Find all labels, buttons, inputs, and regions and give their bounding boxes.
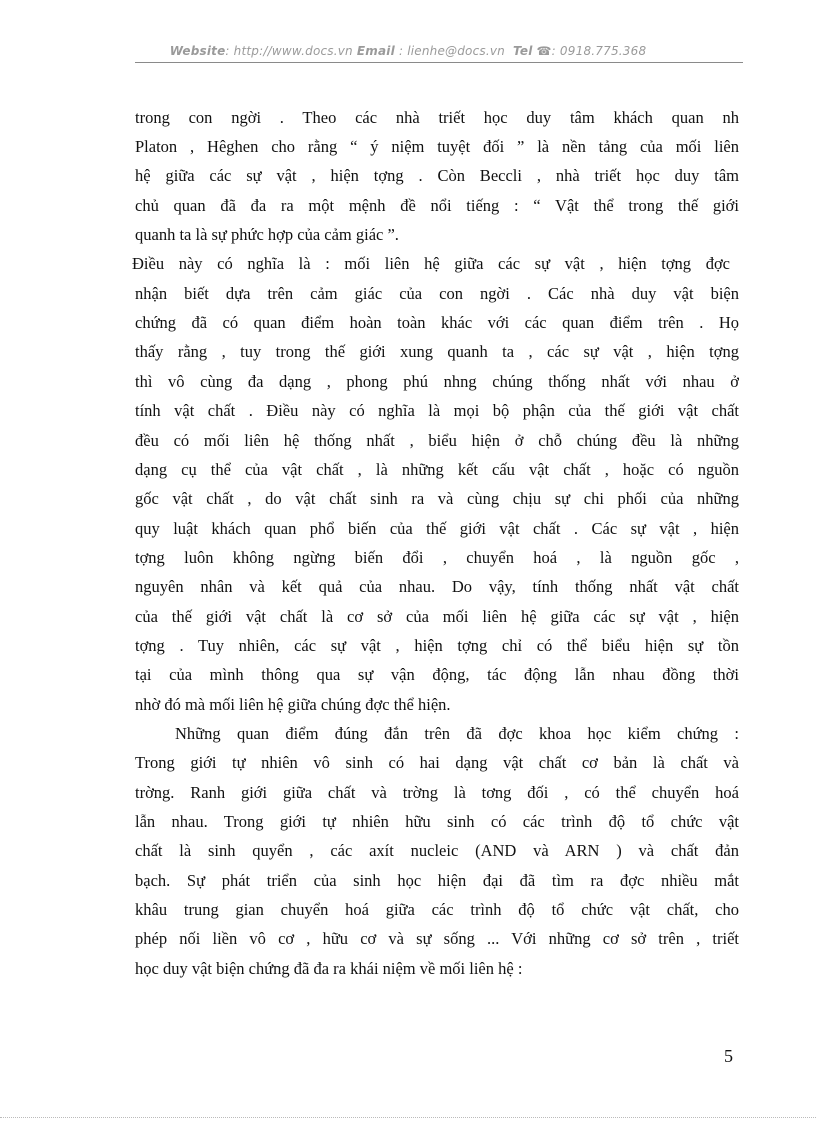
text-line: thấy rằng , tuy trong thế giới xung quanh ta , các sự vật , hiện tợng: [135, 342, 739, 361]
text-line: quanh ta là sự phức hợp của cảm giác ”.: [135, 225, 399, 244]
tel-value: ☎: 0918.775.368: [536, 44, 647, 58]
text-line: thì vô cùng đa dạng , phong phú nhng chúng thống nhất với nhau ở: [135, 372, 739, 391]
text-line: dạng cụ thể của vật chất , là những kết cấu vật chất , hoặc có nguồn: [135, 460, 739, 479]
email-label: Email: [356, 44, 395, 58]
text-line: trờng. Ranh giới giữa chất và trờng là tơng đối , có thể chuyển hoá: [135, 783, 739, 802]
website-label: Website: [169, 44, 226, 58]
text-line: nhờ đó mà mối liên hệ giữa chúng đợc thể hiện.: [135, 695, 451, 714]
text-line: chủ quan đã đa ra một mệnh đề nổi tiếng : “ Vật thể trong thế giới: [135, 196, 739, 215]
text-line: đều có mối liên hệ thống nhất , biểu hiện ở chỗ chúng đều là những: [135, 431, 739, 450]
text-line: hệ giữa các sự vật , hiện tợng . Còn Beccli , nhà triết học duy tâm: [135, 166, 739, 185]
page-header: [0, 44, 816, 58]
header-divider: [135, 62, 743, 63]
text-line: Trong giới tự nhiên vô sinh có hai dạng vật chất cơ bản là chất và: [135, 753, 739, 772]
text-line: Platon , Hêghen cho rằng “ ý niệm tuyệt đối ” là nền tảng của mối liên: [135, 137, 739, 156]
website-value: : http://www.docs.vn: [225, 44, 353, 58]
text-line: học duy vật biện chứng đã đa ra khái niệm về mối liên hệ :: [135, 959, 523, 978]
page-number: 5: [724, 1046, 733, 1066]
text-line: lẫn nhau. Trong giới tự nhiên hữu sinh có các trình độ tổ chức vật: [135, 812, 739, 831]
text-line: phép nối liền vô cơ , hữu cơ và sự sống ... Với những cơ sở trên , triết: [135, 929, 739, 948]
text-line: của thế giới vật chất là cơ sở của mối liên hệ giữa các sự vật , hiện: [135, 607, 739, 626]
text-line: gốc vật chất , do vật chất sinh ra và cùng chịu sự chi phối của những: [135, 489, 739, 508]
email-value: : lienhe@docs.vn: [398, 44, 505, 58]
text-line: nhận biết dựa trên cảm giác của con ngời . Các nhà duy vật biện: [135, 284, 739, 303]
text-line: tợng . Tuy nhiên, các sự vật , hiện tợng chỉ có thể biểu hiện sự tồn: [135, 636, 739, 655]
text-line: nguyên nhân và kết quả của nhau. Do vậy, tính thống nhất vật chất: [135, 577, 739, 596]
text-line: Những quan điểm đúng đắn trên đã đợc khoa học kiểm chứng :: [175, 724, 739, 743]
footer-divider: [0, 1117, 816, 1118]
text-line: quy luật khách quan phổ biến của thế giới vật chất . Các sự vật , hiện: [135, 519, 739, 538]
text-line: tại của mình thông qua sự vận động, tác động lẫn nhau đồng thời: [135, 665, 739, 684]
text-line: tính vật chất . Điều này có nghĩa là mọi bộ phận của thế giới vật chất: [135, 401, 739, 420]
text-line: chứng đã có quan điểm hoàn toàn khác với các quan điểm trên . Họ: [135, 313, 739, 332]
text-line: trong con ngời . Theo các nhà triết học duy tâm khách quan nh: [135, 108, 739, 127]
text-line: khâu trung gian chuyển hoá giữa các trình độ tổ chức vật chất, cho: [135, 900, 739, 919]
tel-label: Tel: [513, 44, 533, 58]
text-line: tợng luôn không ngừng biến đổi , chuyển hoá , là nguồn gốc ,: [135, 548, 739, 567]
text-line: chất là sinh quyển , các axít nucleic (AND và ARN ) và chất đản: [135, 841, 739, 860]
text-line: bạch. Sự phát triển của sinh học hiện đại đã tìm ra đợc nhiều mắt: [135, 871, 739, 890]
text-line: Điều này có nghĩa là : mối liên hệ giữa các sự vật , hiện tợng đợc: [132, 254, 730, 273]
